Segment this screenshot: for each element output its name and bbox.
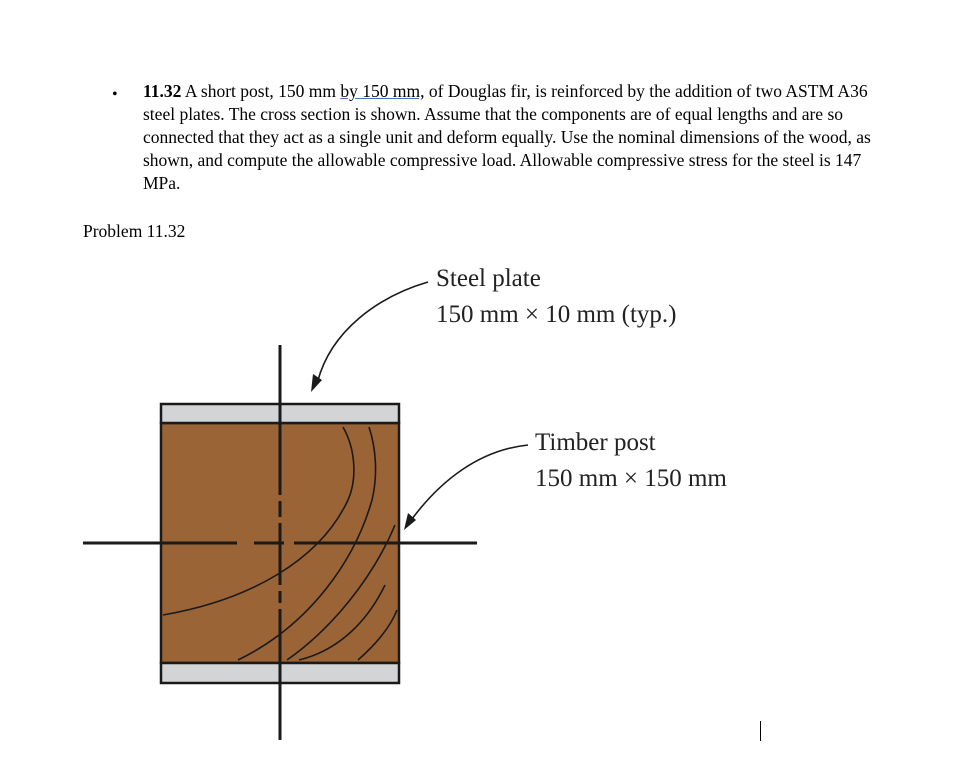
- steel-plate-leader: [317, 282, 428, 384]
- figure-caption: Problem 11.32: [83, 221, 186, 241]
- steel-plate-label-line-2: 150 mm × 10 mm (typ.): [436, 301, 677, 328]
- timber-post-label-line-2: 150 mm × 150 mm: [535, 465, 727, 492]
- timber-post-label-line-1: Timber post: [535, 429, 656, 456]
- problem-number: 11.32: [143, 81, 182, 101]
- problem-text-part-1: A short post, 150 mm: [181, 81, 341, 101]
- problem-text-part-2: of Douglas fir, is reinforced by the addition of two ASTM A36 steel plates. The cross section is shown. Assume that the components are of equal lengths and are so connected that they act as a single unit and deform equally. Use the nominal dimensions of the wood, as shown, and compute the allowable compressive load. Allowable compressive stress for the steel is 147 MPa.: [143, 81, 871, 193]
- steel-plate-arrowhead: [311, 374, 322, 392]
- text-cursor[interactable]: [760, 721, 761, 741]
- steel-plate-label-line-1: Steel plate: [436, 265, 541, 292]
- bullet-icon: •: [112, 86, 118, 103]
- centerlines: [83, 345, 477, 740]
- underlined-phrase: by 150 mm,: [340, 81, 425, 101]
- timber-post-leader: [409, 445, 528, 523]
